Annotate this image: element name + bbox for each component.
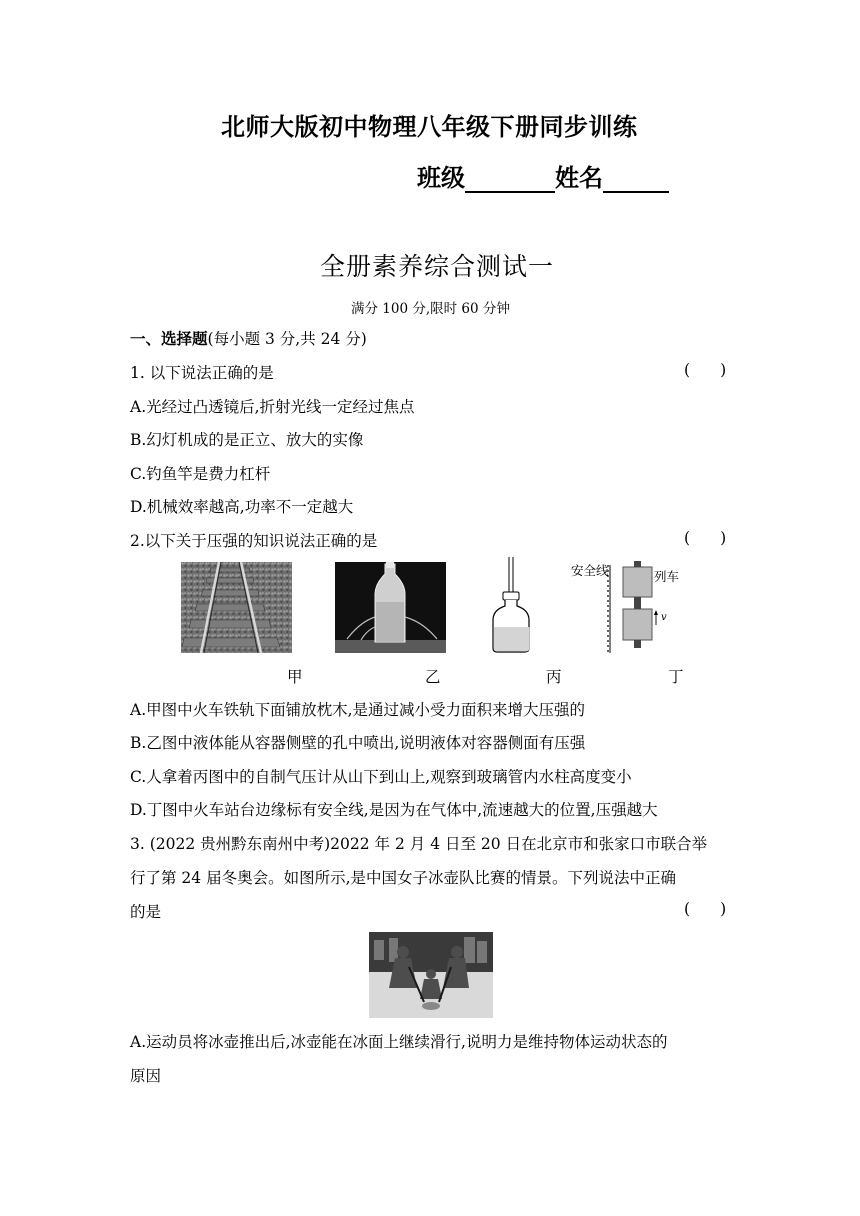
- safety-line-label: 安全线: [571, 563, 609, 578]
- q3-option-a-line-1: A.运动员将冰壶推出后,冰壶能在冰面上继续滑行,说明力是维持物体运动状态的: [130, 1033, 668, 1051]
- q1-option-b: B.幻灯机成的是正立、放大的实像: [130, 431, 364, 449]
- class-label: 班级: [417, 164, 465, 192]
- question-3-stem-line-1: 3. (2022 贵州黔东南州中考)2022 年 2 月 4 日至 20 日在北京市和张家口市联合举: [130, 835, 708, 853]
- answer-paren-1[interactable]: ( ): [684, 361, 727, 379]
- q1-option-d: D.机械效率越高,功率不一定越大: [130, 498, 354, 516]
- figure-railway-tracks: [181, 562, 292, 653]
- class-name-fields: [417, 158, 669, 193]
- train-label: 列车: [654, 569, 680, 584]
- q3-option-a-line-2: 原因: [130, 1067, 162, 1085]
- q2-option-a: A.甲图中火车铁轨下面铺放枕木,是通过减小受力面积来增大压强的: [130, 701, 586, 719]
- question-1-stem: 1. 以下说法正确的是: [130, 364, 274, 382]
- answer-paren-3[interactable]: ( ): [684, 900, 727, 918]
- figure-curling-photo: [369, 932, 493, 1018]
- question-2-stem: 2.以下关于压强的知识说法正确的是: [130, 532, 378, 550]
- q1-option-a: A.光经过凸透镜后,折射光线一定经过焦点: [130, 398, 415, 416]
- velocity-label: v: [661, 612, 667, 623]
- caption-ding: 丁: [668, 668, 684, 686]
- question-3-stem-line-3: 的是: [130, 903, 162, 921]
- document-header-title: 北师大版初中物理八年级下册同步训练: [221, 113, 638, 141]
- figure-homemade-barometer: [485, 555, 545, 657]
- question-3-stem-line-2: 行了第 24 届冬奥会。如图所示,是中国女子冰壶队比赛的情景。下列说法中正确: [130, 869, 677, 887]
- test-subtitle: 满分 100 分,限时 60 分钟: [351, 301, 510, 317]
- q2-option-b: B.乙图中液体能从容器侧壁的孔中喷出,说明液体对容器侧面有压强: [130, 734, 586, 752]
- name-blank[interactable]: [603, 169, 669, 193]
- q2-option-d: D.丁图中火车站台边缘标有安全线,是因为在气体中,流速越大的位置,压强越大: [130, 801, 658, 819]
- figure-bottle-jets: [335, 562, 446, 653]
- caption-bing: 丙: [546, 668, 562, 686]
- name-label: 姓名: [555, 164, 603, 192]
- q1-option-c: C.钓鱼竿是费力杠杆: [130, 465, 271, 483]
- q2-option-c: C.人拿着丙图中的自制气压计从山下到山上,观察到玻璃管内水柱高度变小: [130, 768, 632, 786]
- class-blank[interactable]: [465, 169, 555, 193]
- answer-paren-2[interactable]: ( ): [684, 529, 727, 547]
- test-title: 全册素养综合测试一: [320, 252, 555, 281]
- caption-yi: 乙: [425, 668, 441, 686]
- caption-jia: 甲: [287, 668, 303, 686]
- figure-safety-line-train: [565, 557, 695, 657]
- section-heading-bold: 一、选择题: [130, 330, 208, 348]
- section-heading-rest: (每小题 3 分,共 24 分): [207, 330, 367, 348]
- section-heading: [130, 327, 367, 349]
